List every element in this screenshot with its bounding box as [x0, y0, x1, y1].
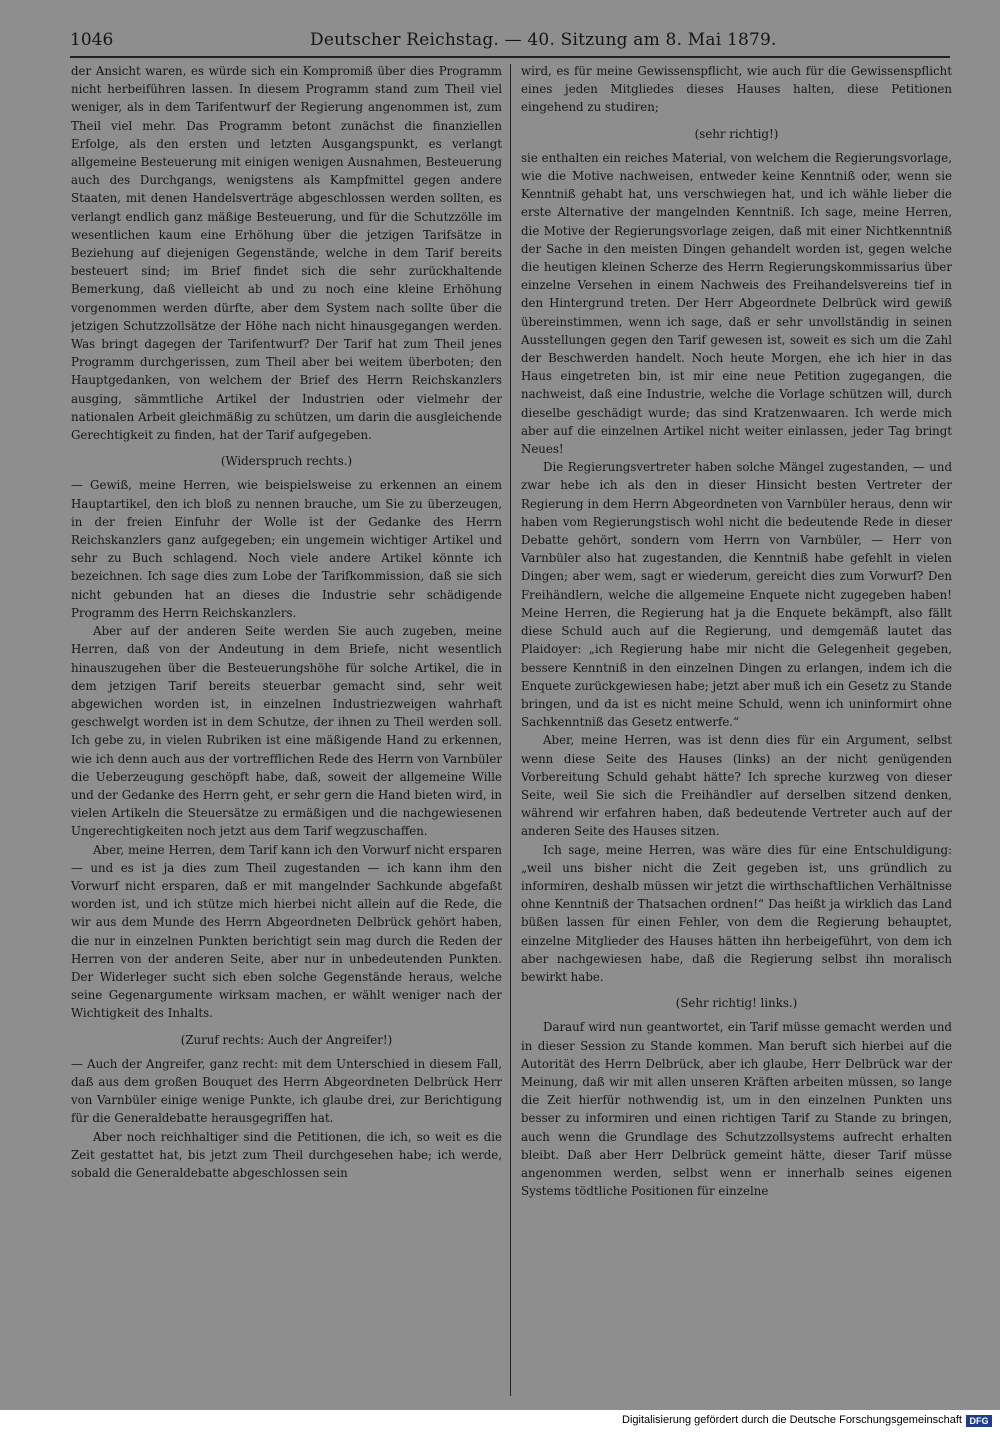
paragraph: sie enthalten ein reiches Material, von welchem die Regierungsvorlage, wie die Motive nachweisen, entweder keine Kenntniß oder, wenn sie Kenntniß gehabt hat, uns verschwiegen hat, und ich wähle lieber die erste Alternative der mangelnden Kenntniß. Ich sage, meine Herren, die Motive der Regierungsvorlage zeigen, daß mit einer Nichtkenntniß der Sache in den meisten Dingen gehandelt worden ist, gegen welche die heutigen kleinen Scherze des Herrn Regierungskommissarius über einzelne Versehen in einem Nachweis des Freihandelsvereins tief in den Hintergrund treten. Der Herr Abgeordnete Delbrück wird gewiß übereinstimmen, wenn ich sage, daß er sehr unvollständig in seinen Ausstellungen gegen den Tarif gewesen ist, soweit es sich um die Zahl der Beschwerden handelt. Noch heute Morgen, ehe ich hier in das Haus eingetreten bin, ist mir eine neue Petition zugegangen, die nachweist, daß eine Industrie, welche die Vorlage schützen will, durch dieselbe geschädigt wurde; das sind Kratzenwaaren. Ich werde mich aber auf die einzelnen Artikel nicht weiter einlassen, jeder Tag bringt Neues!	[521, 150, 952, 457]
paragraph: Ich sage, meine Herren, was wäre dies für eine Entschuldigung: „weil uns bisher nicht die Zeit gegeben ist, uns gründlich zu informiren, deshalb müssen wir jetzt die wirthschaftlichen Verhältnisse ohne Kenntniß der Thatsachen ordnen!“ Das heißt ja wirklich das Land büßen lassen für einen Fehler, von dem die Regierung behauptet, einzelne Mitglieder des Hauses hätten ihn herbeigeführt, von dem ich aber nachgewiesen habe, daß die Regierung selbst ihn moralisch bewirkt habe.	[521, 842, 952, 984]
interjection: (Zuruf rechts: Auch der Angreifer!)	[180, 1032, 393, 1047]
paragraph: wird, es für meine Gewissenspflicht, wie auch für die Gewissenspflicht eines jeden Mitgliedes dieses Hauses halten, diese Petitionen eingehend zu studiren;	[521, 64, 952, 115]
running-head: Deutscher Reichstag. — 40. Sitzung am 8. Mai 1879.	[310, 30, 777, 50]
paragraph: Aber auf der anderen Seite werden Sie auch zugeben, meine Herren, daß von der Andeutung in dem Briefe, nicht wesentlich hinauszugehen über die Besteuerungshöhe für solche Artikel, die in dem jetzigen Tarif bereits steuerbar gemacht sind, sehr weit abgewichen worden ist, in einzelnen Industriezweigen wahrhaft geschwelgt worden ist in dem Schutze, der ihnen zu Theil werden soll. Ich gebe zu, in vielen Rubriken ist eine mäßigende Hand zu erkennen, wie ich denn auch aus der vortrefflichen Rede des Herrn von Varnbüler die Ueberzeugung geschöpft habe, daß, soweit der allgemeine Wille und der Gedanke des Herrn geht, er sehr gern die Hand bieten wird, in vielen Artikeln die Steuersätze zu ermäßigen und die nachgewiesenen Ungerechtigkeiten noch jetzt aus dem Tarif wegzuschaffen.	[71, 624, 502, 839]
paragraph: der Ansicht waren, es würde sich ein Kompromiß über dies Programm nicht herbeiführen lassen. In diesem Programm stand zum Theil viel weniger, als in dem Tarifentwurf der Regierung angenommen ist, zum Theil viel mehr. Das Programm betont zunächst die finanziellen Erfolge, als den ersten und letzten Ausgangspunkt, es verlangt allgemeine Besteuerung mit einigen wenigen Ausnahmen, Besteuerung auch des Durchgangs, wenigstens als Kampfmittel gegen andere Staaten, mit denen Handelsverträge abgeschlossen werden sollten, es verlangt endlich ganz mäßige Besteuerung, und für die Schutzzölle im wesentlichen kaum eine Erhöhung über die jetzigen Tarifsätze in Beziehung auf diejenigen Gegenstände, welche in dem Tarif bereits besteuert sind; im Brief findet sich die sehr zurückhaltende Bemerkung, daß vielleicht ab und zu noch eine kleine Erhöhung vorgenommen werden dürfte, aber dem System nach sollte über die jetzigen Schutzzollsätze der Höhe nach nicht hinausgegangen werden. Was bringt dagegen der Tarifentwurf? Der Tarif hat zum Theil jenes Programm durchgerissen, zum Theil aber bei weitem überboten; den Hauptgedanken, von welchem der Brief des Herrn Reichskanzlers ausging, sämmtliche Artikel der Industrien oder vielmehr der nationalen Arbeit gleichmäßig zu schützen, um darin die ausgleichende Gerechtigkeit zu finden, hat der Tarif aufgegeben.	[71, 64, 502, 443]
paragraph: Aber noch reichhaltiger sind die Petitionen, die ich, so weit es die Zeit gestattet hat, bis jetzt zum Theil durchgesehen habe; ich werde, sobald die Generaldebatte abgeschlossen sein	[71, 1129, 502, 1180]
header-rule	[70, 56, 950, 58]
right-column	[521, 62, 952, 1408]
paragraph: Aber, meine Herren, dem Tarif kann ich den Vorwurf nicht ersparen — und es ist ja dies zum Theil zugestanden — ich kann ihm den Vorwurf nicht ersparen, daß er mit mangelnder Sachkunde abgefaßt worden ist, und ich stütze mich hierbei nicht allein auf die Rede, die wir aus dem Munde des Herrn Abgeordneten Delbrück gehört haben, die nur in einzelnen Punkten berichtigt sein mag durch die Reden der Herren von der anderen Seite, aber nur in unbedeutenden Punkten. Der Widerleger sucht sich eben solche Gegenstände heraus, welche seine Gegenargumente wirksam machen, er wählt weniger nach der Wichtigkeit des Inhalts.	[71, 842, 502, 1021]
paragraph: — Auch der Angreifer, ganz recht: mit dem Unterschied in diesem Fall, daß aus dem großen Bouquet des Herrn Abgeordneten Delbrück Herr von Varnbüler einige wenige Punkte, ich glaube drei, zur Berichtigung für die Generaldebatte herausgegriffen hat.	[71, 1056, 502, 1126]
page-header	[70, 24, 950, 58]
footer-bar	[0, 1410, 1000, 1432]
dfg-logo: DFG	[966, 1415, 992, 1427]
interjection: (Widerspruch rechts.)	[220, 454, 353, 469]
paragraph: Aber, meine Herren, was ist denn dies für ein Argument, selbst wenn diese Seite des Hauses (links) an der nicht genügenden Vorbereitung Schuld gehabt hätte? Ich spreche kurzweg von dieser Seite, weil Sie sich die Freihändler auf derselben sitzend denken, während wir erfahren haben, daß bedeutende Vertreter auch auf der anderen Seite des Hauses sitzen.	[521, 733, 952, 839]
interjection: (Sehr richtig! links.)	[675, 996, 798, 1011]
funding-credit: Digitalisierung gefördert durch die Deutsche Forschungsgemeinschaft	[622, 1414, 962, 1426]
left-column	[71, 62, 502, 1408]
paragraph: Die Regierungsvertreter haben solche Mängel zugestanden, — und zwar hebe ich als den in dieser Hinsicht besten Vertreter der Regierung in dem Herrn Abgeordneten von Varnbüler heraus, denn wir haben vom Regierungstisch wohl nicht die bedeutende Rede in dieser Debatte gehört, sondern vom Herrn von Varnbüler, — Herr von Varnbüler also hat zugestanden, die Kenntniß habe gefehlt in vielen Dingen; aber wem, sagt er wiederum, gereicht dies zum Vorwurf? Den Freihändlern, welche die allgemeine Enquete nicht zugegeben haben! Meine Herren, die Regierung hat ja die Enquete bekämpft, also fällt diese Schuld auch auf die Regierung, und demgemäß lautet das Plaidoyer: „ich Regierung habe mir nicht die Gelegenheit gegeben, bessere Kenntniß in den einzelnen Dingen zu erlangen, indem ich die Enquete zurückgewiesen habe; jetzt aber muß ich ein Gesetz zu Stande bringen, und da ist es nicht meine Schuld, wenn ich uninformirt ohne Sachkenntniß das Gesetz entwerfe.“	[521, 460, 952, 730]
column-divider	[510, 64, 511, 1396]
page-number: 1046	[70, 30, 114, 50]
paragraph: Darauf wird nun geantwortet, ein Tarif müsse gemacht werden und in dieser Session zu Stande kommen. Man beruft sich hierbei auf die Autorität des Herrn Delbrück, aber ich glaube, Herr Delbrück war der Meinung, daß wir mit allen unseren Kräften arbeiten müssen, so lange die Zeit hierfür nothwendig ist, um in den einzelnen Punkten uns besser zu informiren und einen richtigen Tarif zu Stande zu bringen, auch wenn die Grundlage des Schutzzollsystems aufrecht erhalten bleibt. Daß aber Herr Delbrück gemeint hätte, dieser Tarif müsse angenommen werden, selbst wenn er innerhalb seines eigenen Systems tödtliche Positionen für einzelne	[521, 1020, 952, 1199]
interjection: (sehr richtig!)	[694, 126, 779, 141]
paragraph: — Gewiß, meine Herren, wie beispielsweise zu erkennen an einem Hauptartikel, den ich bloß zu nennen brauche, um Sie zu überzeugen, in der freien Einfuhr der Wolle ist der Gedanke des Herrn Reichskanzlers ganz aufgegeben; ein ungemein wichtiger Artikel und sehr zu Buch schlagend. Noch viele andere Artikel könnte ich bezeichnen. Ich sage dies zum Lobe der Tarifkommission, daß sie sich nicht gebunden hat an dieses die Industrie sehr schädigende Programm des Herrn Reichskanzlers.	[71, 478, 502, 620]
